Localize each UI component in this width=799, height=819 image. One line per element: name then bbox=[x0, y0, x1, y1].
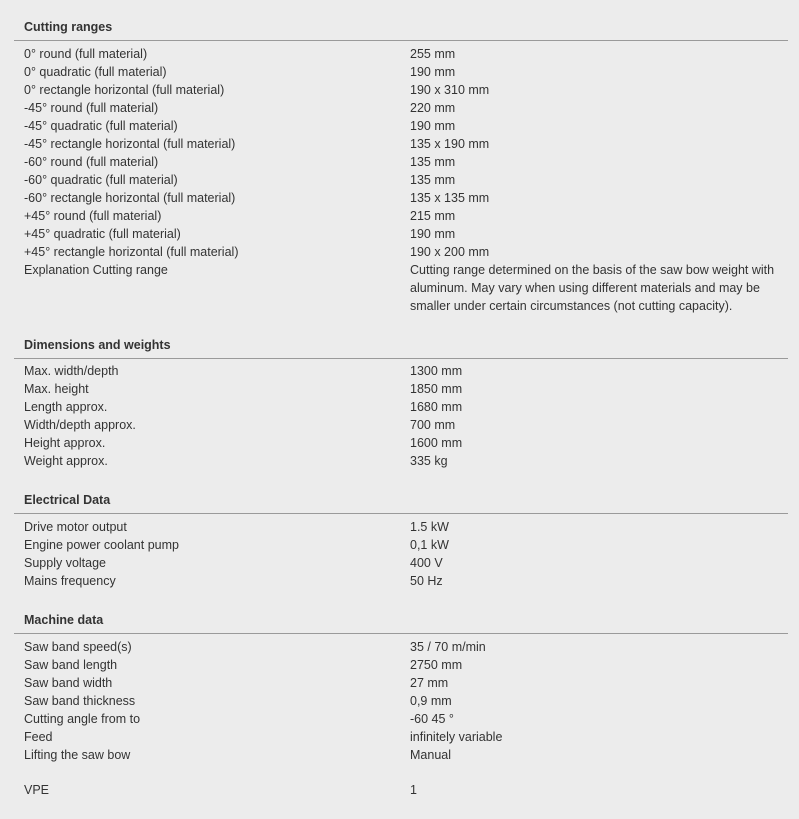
section-title: Machine data bbox=[24, 613, 104, 627]
spec-row bbox=[0, 728, 799, 746]
spec-row bbox=[0, 398, 799, 416]
spec-row bbox=[0, 45, 799, 63]
spec-label: Saw band speed(s) bbox=[24, 640, 132, 654]
spec-label: -60° quadratic (full material) bbox=[24, 173, 178, 187]
spec-label: Engine power coolant pump bbox=[24, 538, 179, 552]
spec-row bbox=[0, 692, 799, 710]
spec-label: Explanation Cutting range bbox=[24, 263, 168, 277]
spec-rows bbox=[0, 638, 799, 764]
spec-label: Width/depth approx. bbox=[24, 418, 136, 432]
spec-value: 335 kg bbox=[410, 454, 448, 468]
spec-label: 0° quadratic (full material) bbox=[24, 65, 167, 79]
spec-value: 50 Hz bbox=[410, 574, 443, 588]
spec-row bbox=[0, 710, 799, 728]
spec-label: -60° round (full material) bbox=[24, 155, 159, 169]
spec-label: +45° round (full material) bbox=[24, 209, 162, 223]
spec-row bbox=[0, 572, 799, 590]
spec-row bbox=[0, 81, 799, 99]
spec-row bbox=[0, 63, 799, 81]
spec-row bbox=[0, 746, 799, 764]
spec-row bbox=[0, 171, 799, 189]
spec-rows bbox=[0, 362, 799, 470]
spec-label: Supply voltage bbox=[24, 556, 107, 570]
spec-row bbox=[0, 362, 799, 380]
spec-label: +45° rectangle horizontal (full material) bbox=[24, 245, 239, 259]
spec-value: 135 x 190 mm bbox=[410, 137, 490, 151]
spec-label: 0° rectangle horizontal (full material) bbox=[24, 83, 225, 97]
section-title: Dimensions and weights bbox=[24, 338, 171, 352]
spec-row bbox=[0, 99, 799, 117]
spec-label: Height approx. bbox=[24, 436, 106, 450]
spec-row bbox=[0, 674, 799, 692]
spec-row bbox=[0, 117, 799, 135]
spec-value: 190 mm bbox=[410, 65, 456, 79]
spec-label: Cutting angle from to bbox=[24, 712, 141, 726]
spec-row bbox=[0, 656, 799, 674]
spec-row bbox=[0, 225, 799, 243]
spec-value: 215 mm bbox=[410, 209, 456, 223]
vpe-row bbox=[0, 781, 799, 799]
spec-label: -45° round (full material) bbox=[24, 101, 159, 115]
spec-label: Mains frequency bbox=[24, 574, 116, 588]
section-title: Cutting ranges bbox=[24, 20, 113, 34]
spec-value: 190 x 200 mm bbox=[410, 245, 490, 259]
spec-row bbox=[0, 518, 799, 536]
spec-value: 135 mm bbox=[410, 155, 456, 169]
spec-row bbox=[0, 554, 799, 572]
spec-rows bbox=[0, 518, 799, 590]
spec-label: Lifting the saw bow bbox=[24, 748, 131, 762]
spec-label: -60° rectangle horizontal (full material) bbox=[24, 191, 236, 205]
spec-value: 0,9 mm bbox=[410, 694, 452, 708]
spec-value: 400 V bbox=[410, 556, 443, 570]
spec-label: Weight approx. bbox=[24, 454, 108, 468]
spec-value: Manual bbox=[410, 748, 451, 762]
spec-value: 220 mm bbox=[410, 101, 456, 115]
section-divider bbox=[14, 633, 788, 634]
spec-label: +45° quadratic (full material) bbox=[24, 227, 181, 241]
spec-value: 255 mm bbox=[410, 47, 456, 61]
spec-row bbox=[0, 135, 799, 153]
spec-label: Saw band width bbox=[24, 676, 113, 690]
spec-label: Max. height bbox=[24, 382, 89, 396]
spec-label: Feed bbox=[24, 730, 53, 744]
spec-label: 0° round (full material) bbox=[24, 47, 148, 61]
spec-value: 1300 mm bbox=[410, 364, 463, 378]
spec-value: 190 mm bbox=[410, 227, 456, 241]
spec-label: Length approx. bbox=[24, 400, 108, 414]
spec-value: infinitely variable bbox=[410, 730, 503, 744]
spec-row bbox=[0, 536, 799, 554]
spec-value: 35 / 70 m/min bbox=[410, 640, 486, 654]
spec-value: 2750 mm bbox=[410, 658, 463, 672]
spec-row bbox=[0, 416, 799, 434]
spec-label: Saw band length bbox=[24, 658, 118, 672]
spec-value: 700 mm bbox=[410, 418, 456, 432]
spec-label: -45° quadratic (full material) bbox=[24, 119, 178, 133]
spec-value: 1680 mm bbox=[410, 400, 463, 414]
spec-label: -45° rectangle horizontal (full material) bbox=[24, 137, 236, 151]
spec-row bbox=[0, 243, 799, 261]
spec-value: -60 45 ° bbox=[410, 712, 454, 726]
spec-label: Max. width/depth bbox=[24, 364, 119, 378]
spec-row bbox=[0, 380, 799, 398]
spec-value: 27 mm bbox=[410, 676, 449, 690]
spec-row bbox=[0, 781, 799, 799]
spec-value: 190 x 310 mm bbox=[410, 83, 490, 97]
spec-value: 1850 mm bbox=[410, 382, 463, 396]
spec-row bbox=[0, 434, 799, 452]
spec-value: Cutting range determined on the basis of the saw bow weight with aluminum. May vary when using different materials and may be smaller under certain circumstances (not cutting capacity). bbox=[410, 263, 775, 313]
spec-row bbox=[0, 638, 799, 656]
section-divider bbox=[14, 358, 788, 359]
spec-value: 190 mm bbox=[410, 119, 456, 133]
section-divider bbox=[14, 40, 788, 41]
spec-row bbox=[0, 452, 799, 470]
spec-value: 0,1 kW bbox=[410, 538, 449, 552]
spec-rows bbox=[0, 45, 799, 315]
spec-row bbox=[0, 189, 799, 207]
spec-row bbox=[0, 153, 799, 171]
spec-value: 1 bbox=[410, 783, 417, 797]
spec-value: 1.5 kW bbox=[410, 520, 449, 534]
spec-label: VPE bbox=[24, 783, 50, 797]
spec-row bbox=[0, 261, 799, 315]
section-divider bbox=[14, 513, 788, 514]
spec-row bbox=[0, 207, 799, 225]
spec-label: Drive motor output bbox=[24, 520, 127, 534]
spec-value: 135 x 135 mm bbox=[410, 191, 490, 205]
spec-value: 135 mm bbox=[410, 173, 456, 187]
spec-label: Saw band thickness bbox=[24, 694, 136, 708]
spec-value: 1600 mm bbox=[410, 436, 463, 450]
section-title: Electrical Data bbox=[24, 493, 111, 507]
